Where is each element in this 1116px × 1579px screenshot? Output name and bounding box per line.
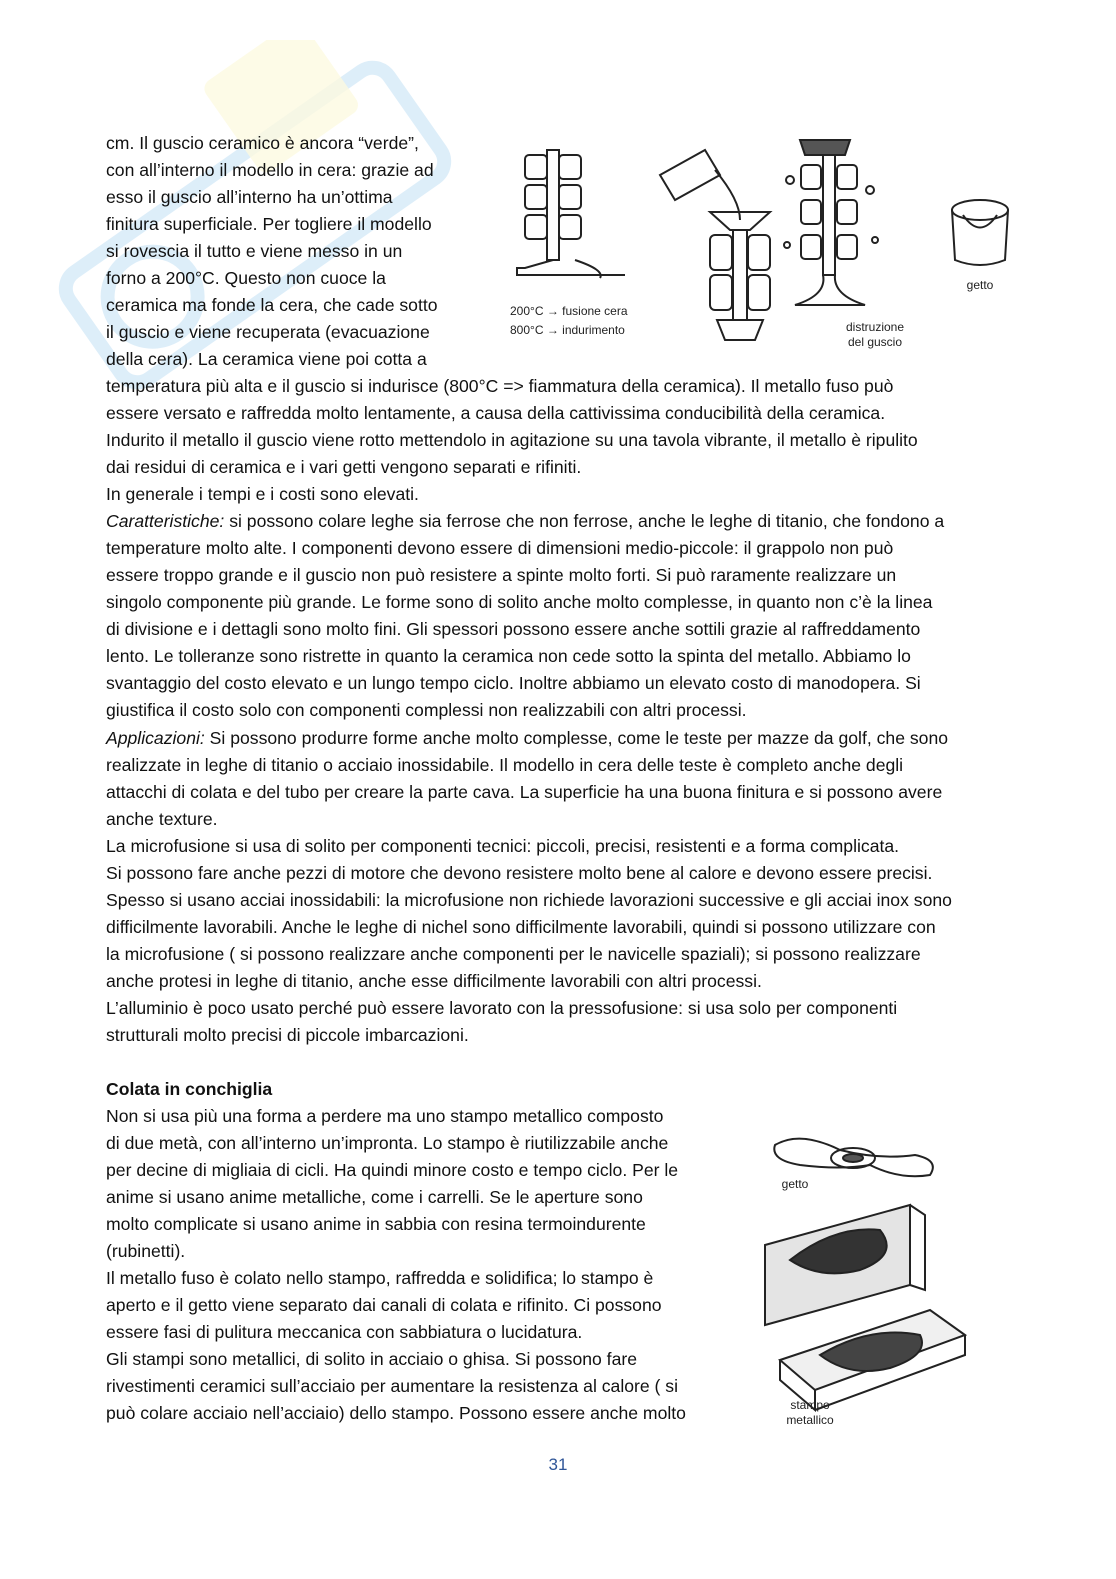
paragraph-line: giustifica il costo solo con componenti complessi non realizzabili con altri processi. bbox=[106, 700, 747, 720]
paragraph-line: di divisione e i dettagli sono molto fini. Gli spessori possono essere anche sottili grazie al raffreddamento bbox=[106, 619, 921, 639]
paragraph-line: Spesso si usano acciai inossidabili: la microfusione non richiede lavorazioni successive e gli acciai inox sono bbox=[106, 890, 952, 910]
paragraph-line: si rovescia il tutto e viene messo in un bbox=[106, 241, 403, 261]
paragraph-line: della cera). La ceramica viene poi cotta a bbox=[106, 349, 427, 369]
paragraph-line: temperatura più alta e il guscio si indurisce (800°C => fiammatura della ceramica). Il metallo fuso può bbox=[106, 376, 894, 396]
paragraph-line: strutturali molto precisi di piccole imbarcazioni. bbox=[106, 1025, 469, 1045]
paragraph-line: esso il guscio all’interno ha un’ottima bbox=[106, 187, 393, 207]
paragraph-line: anime si usano anime metalliche, come i carrelli. Se le aperture sono bbox=[106, 1187, 643, 1207]
caption-temp-indurimento: 800°C → indurimento bbox=[510, 323, 625, 337]
investment-casting-figure bbox=[505, 130, 1010, 355]
paragraph-line: La microfusione si usa di solito per componenti tecnici: piccoli, precisi, resistenti e a forma complicata. bbox=[106, 836, 900, 856]
paragraph-line: Si possono fare anche pezzi di motore che devono resistere molto bene al calore e devono essere precisi. bbox=[106, 863, 933, 883]
pouring-drawing bbox=[660, 150, 770, 340]
paragraph-line: L’alluminio è poco usato perché può essere lavorato con la pressofusione: si usa solo per componenti bbox=[106, 998, 898, 1018]
caratteristiche-first-line: Caratteristiche: si possono colare leghe sia ferrose che non ferrose, anche le leghe di titanio, che fondono a bbox=[106, 511, 945, 531]
paragraph-line: può colare acciaio nell’acciaio) dello stampo. Possono essere anche molto bbox=[106, 1403, 686, 1423]
paragraph-line: svantaggio del costo elevato e un lungo tempo ciclo. Inoltre abbiamo un elevato costo di manodopera. Si bbox=[106, 673, 921, 693]
paragraph-line: dai residui di ceramica e i vari getti vengono separati e rifiniti. bbox=[106, 457, 582, 477]
caratteristiche-label: Caratteristiche: bbox=[106, 511, 225, 531]
paragraph-line: il guscio e viene recuperata (evacuazione bbox=[106, 322, 430, 342]
paragraph-line: finitura superficiale. Per togliere il modello bbox=[106, 214, 432, 234]
paragraph-line: temperature molto alte. I componenti devono essere di dimensioni medio-piccole: il grappolo non può bbox=[106, 538, 894, 558]
paragraph-line: Non si usa più una forma a perdere ma uno stampo metallico composto bbox=[106, 1106, 664, 1126]
paragraph-line: lento. Le tolleranze sono ristrette in quanto la ceramica non cede sotto la spinta del metallo. Abbiamo lo bbox=[106, 646, 911, 666]
paragraph-line: la microfusione ( si possono realizzare anche componenti per le navicelle spaziali); si possono realizzare bbox=[106, 944, 921, 964]
paragraph-line: anche texture. bbox=[106, 809, 218, 829]
paragraph-line: Il metallo fuso è colato nello stampo, raffredda e solidifica; lo stampo è bbox=[106, 1268, 654, 1288]
caption-stampo: stampo bbox=[790, 1398, 830, 1412]
applicazioni-first-line: Applicazioni: Si possono produrre forme anche molto complesse, come le teste per mazze da golf, che sono bbox=[106, 728, 949, 748]
paragraph-line: Gli stampi sono metallici, di solito in acciaio o ghisa. Si possono fare bbox=[106, 1349, 637, 1369]
wax-tree-drawing bbox=[517, 150, 625, 278]
caption-del-guscio: del guscio bbox=[847, 335, 903, 349]
paragraph-line: Indurito il metallo il guscio viene rotto mettendolo in agitazione su una tavola vibrante, il metallo è ripulito bbox=[106, 430, 918, 450]
mold-halves-drawing bbox=[765, 1205, 965, 1410]
applicazioni-label: Applicazioni: bbox=[106, 728, 205, 748]
paragraph-line: anche protesi in leghe di titanio, anche esse difficilmente lavorabili con altri processi. bbox=[106, 971, 762, 991]
paragraph-line: realizzate in leghe di titanio o acciaio inossidabile. Il modello in cera delle teste è completo anche degli bbox=[106, 755, 904, 775]
paragraph-line: cm. Il guscio ceramico è ancora “verde”, bbox=[106, 133, 419, 153]
paragraph-line: con all’interno il modello in cera: grazie ad bbox=[106, 160, 434, 180]
page-number: 31 bbox=[548, 1455, 568, 1474]
paragraph-line: rivestimenti ceramici sull’acciaio per aumentare la resistenza al calore ( si bbox=[106, 1376, 679, 1396]
permanent-mold-figure bbox=[760, 1110, 975, 1430]
metal-mold-illustration-icon bbox=[760, 1110, 975, 1430]
casting-drawing bbox=[952, 200, 1008, 265]
caption-getto-2: getto bbox=[781, 1177, 809, 1191]
caption-temp-fusione: 200°C → fusione cera bbox=[510, 304, 628, 318]
paragraph-line: essere troppo grande e il guscio non può resistere a spinte molto forti. Si può raramente realizzare un bbox=[106, 565, 897, 585]
paragraph-line: forno a 200°C. Questo non cuoce la bbox=[106, 268, 386, 288]
paragraph-line: essere versato e raffredda molto lentamente, a causa della cattivissima conducibilità della ceramica. bbox=[106, 403, 886, 423]
caption-distruzione: distruzione bbox=[845, 320, 905, 334]
paragraph-line: aperto e il getto viene separato dai canali di colata e rifinito. Ci possono bbox=[106, 1295, 662, 1315]
paragraph-line: essere fasi di pulitura meccanica con sabbiatura o lucidatura. bbox=[106, 1322, 583, 1342]
paragraph-line: per decine di migliaia di cicli. Ha quindi minore costo e tempo ciclo. Per le bbox=[106, 1160, 679, 1180]
section-heading: Colata in conchiglia bbox=[106, 1079, 273, 1099]
paragraph-line: difficilmente lavorabili. Anche le leghe di nichel sono difficilmente lavorabili, quindi si possono utilizzare con bbox=[106, 917, 936, 937]
paragraph-line: attacchi di colata e del tubo per creare la parte cava. La superficie ha una buona finitura e si possono avere bbox=[106, 782, 943, 802]
paragraph-line: di due metà, con all’interno un’impronta. Lo stampo è riutilizzabile anche bbox=[106, 1133, 669, 1153]
caption-metallico: metallico bbox=[786, 1413, 834, 1427]
paragraph-line: (rubinetti). bbox=[106, 1241, 186, 1261]
paragraph-line: singolo componente più grande. Le forme sono di solito anche molto complesse, in quanto non c’è la linea bbox=[106, 592, 933, 612]
caption-getto: getto bbox=[966, 278, 994, 292]
investment-casting-illustration-icon bbox=[505, 130, 1010, 355]
paragraph-line: ceramica ma fonde la cera, che cade sotto bbox=[106, 295, 438, 315]
paragraph-line: molto complicate si usano anime in sabbia con resina termoindurente bbox=[106, 1214, 646, 1234]
shell-destruction-drawing bbox=[784, 140, 878, 305]
paragraph-line: In generale i tempi e i costi sono elevati. bbox=[106, 484, 419, 504]
propeller-casting-drawing bbox=[774, 1139, 933, 1177]
